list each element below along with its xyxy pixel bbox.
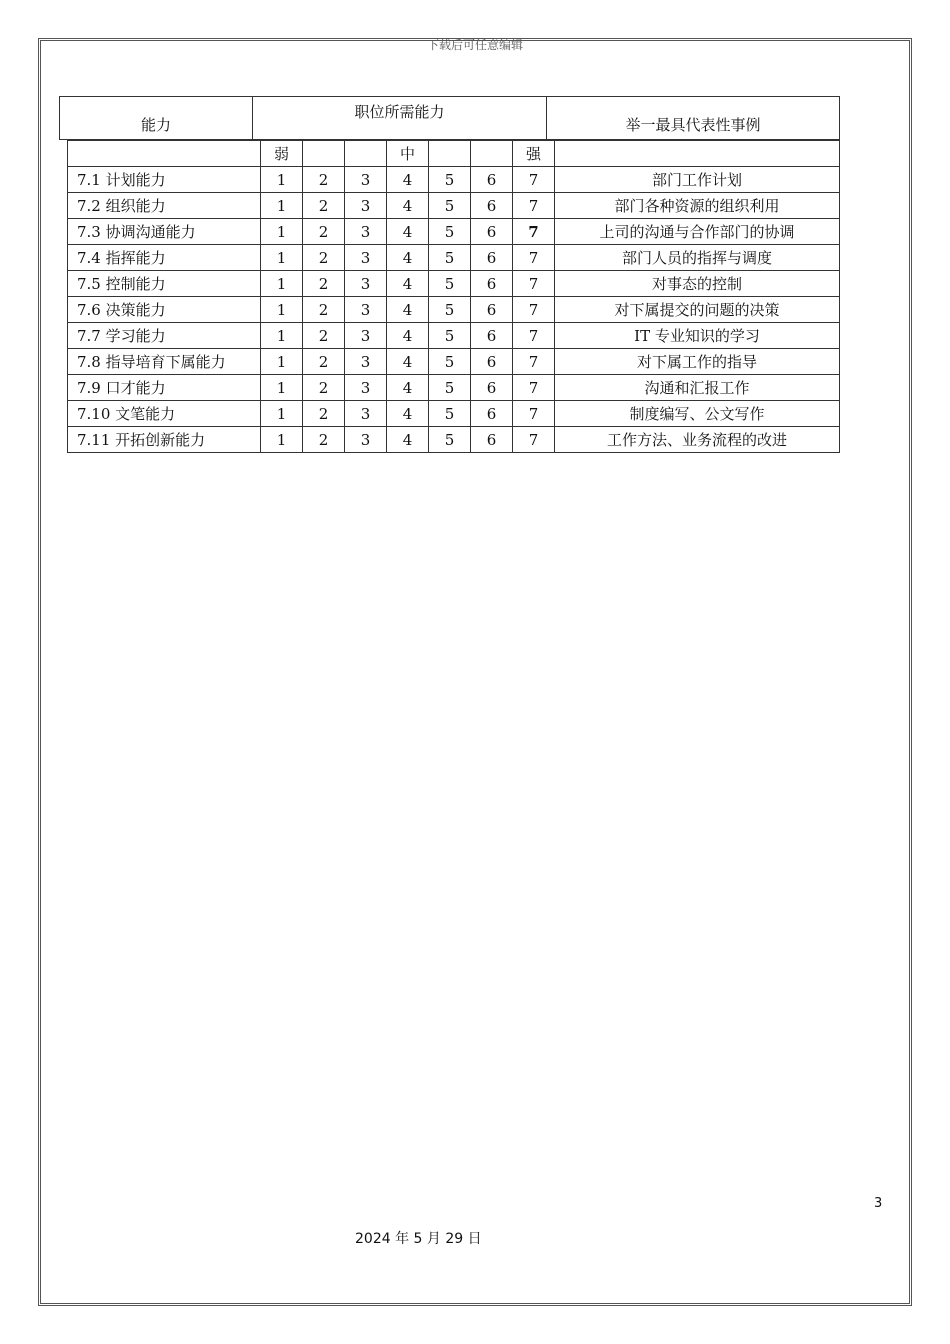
score-cell: 4	[387, 375, 429, 401]
score-cell: 4	[387, 219, 429, 245]
scale-blank-cell	[555, 141, 840, 167]
score-cell: 1	[261, 245, 303, 271]
score-cell: 2	[303, 245, 345, 271]
table-row	[68, 375, 840, 401]
example-cell: 对下属提交的问题的决策	[555, 297, 840, 323]
score-cell: 4	[387, 193, 429, 219]
table-row	[68, 401, 840, 427]
score-cell: 1	[261, 193, 303, 219]
score-cell: 1	[261, 297, 303, 323]
ability-name: 7.8 指导培育下属能力	[68, 349, 261, 375]
score-cell: 1	[261, 401, 303, 427]
score-cell: 1	[261, 271, 303, 297]
ability-name: 7.6 决策能力	[68, 297, 261, 323]
score-cell: 2	[303, 401, 345, 427]
score-cell: 1	[261, 219, 303, 245]
header-required-ability: 职位所需能力	[253, 97, 547, 140]
score-cell: 5	[429, 193, 471, 219]
score-cell: 5	[429, 427, 471, 453]
score-cell: 5	[429, 245, 471, 271]
watermark-text: 下载后可任意编辑	[426, 38, 523, 52]
score-cell: 7	[513, 271, 555, 297]
score-cell: 5	[429, 349, 471, 375]
score-cell: 4	[387, 323, 429, 349]
example-cell: 部门工作计划	[555, 167, 840, 193]
score-cell: 3	[345, 323, 387, 349]
score-cell: 4	[387, 167, 429, 193]
ability-name: 7.5 控制能力	[68, 271, 261, 297]
document-date: 2024 年 5 月 29 日	[355, 1231, 482, 1247]
scale-label	[303, 141, 345, 167]
score-cell: 3	[345, 297, 387, 323]
table-row	[68, 219, 840, 245]
score-cell: 6	[471, 375, 513, 401]
score-cell: 7	[513, 401, 555, 427]
table-row	[68, 193, 840, 219]
score-cell: 1	[261, 375, 303, 401]
header-ability: 能力	[60, 97, 253, 140]
score-cell: 6	[471, 219, 513, 245]
score-cell: 5	[429, 297, 471, 323]
ability-name: 7.4 指挥能力	[68, 245, 261, 271]
ability-name: 7.7 学习能力	[68, 323, 261, 349]
score-cell: 2	[303, 297, 345, 323]
score-cell: 5	[429, 323, 471, 349]
score-cell: 2	[303, 193, 345, 219]
score-cell: 6	[471, 167, 513, 193]
selected-score: 7	[513, 219, 555, 245]
table-row	[68, 271, 840, 297]
score-cell: 4	[387, 401, 429, 427]
score-cell: 5	[429, 271, 471, 297]
score-cell: 1	[261, 167, 303, 193]
scale-row	[68, 141, 840, 167]
score-cell: 3	[345, 271, 387, 297]
scale-label	[345, 141, 387, 167]
table-row	[68, 323, 840, 349]
scale-label	[471, 141, 513, 167]
ability-name: 7.11 开拓创新能力	[68, 427, 261, 453]
score-cell: 7	[513, 323, 555, 349]
score-cell: 7	[513, 193, 555, 219]
table-row	[68, 427, 840, 453]
table-row	[68, 349, 840, 375]
page-number: 3	[874, 1196, 883, 1211]
example-cell: 部门人员的指挥与调度	[555, 245, 840, 271]
score-cell: 6	[471, 245, 513, 271]
score-cell: 2	[303, 167, 345, 193]
example-cell: IT 专业知识的学习	[555, 323, 840, 349]
score-cell: 3	[345, 193, 387, 219]
ability-table	[67, 140, 840, 453]
score-cell: 2	[303, 323, 345, 349]
scale-label: 弱	[261, 141, 303, 167]
header-table	[59, 96, 840, 140]
score-cell: 6	[471, 193, 513, 219]
score-cell: 3	[345, 167, 387, 193]
ability-name: 7.3 协调沟通能力	[68, 219, 261, 245]
score-cell: 4	[387, 349, 429, 375]
score-cell: 7	[513, 167, 555, 193]
score-cell: 5	[429, 219, 471, 245]
score-cell: 2	[303, 349, 345, 375]
score-cell: 4	[387, 245, 429, 271]
score-cell: 7	[513, 297, 555, 323]
score-cell: 3	[345, 427, 387, 453]
table-row	[68, 245, 840, 271]
score-cell: 4	[387, 427, 429, 453]
score-cell: 6	[471, 401, 513, 427]
score-cell: 1	[261, 323, 303, 349]
score-cell: 2	[303, 219, 345, 245]
score-cell: 6	[471, 427, 513, 453]
score-cell: 5	[429, 375, 471, 401]
score-cell: 7	[513, 375, 555, 401]
ability-name: 7.9 口才能力	[68, 375, 261, 401]
score-cell: 5	[429, 167, 471, 193]
table-row	[68, 297, 840, 323]
score-cell: 6	[471, 297, 513, 323]
score-cell: 7	[513, 427, 555, 453]
example-cell: 对事态的控制	[555, 271, 840, 297]
example-cell: 制度编写、公文写作	[555, 401, 840, 427]
ability-name: 7.10 文笔能力	[68, 401, 261, 427]
score-cell: 6	[471, 323, 513, 349]
score-cell: 2	[303, 271, 345, 297]
score-cell: 3	[345, 375, 387, 401]
scale-label: 强	[513, 141, 555, 167]
score-cell: 3	[345, 349, 387, 375]
example-cell: 沟通和汇报工作	[555, 375, 840, 401]
score-cell: 2	[303, 427, 345, 453]
example-cell: 部门各种资源的组织利用	[555, 193, 840, 219]
example-cell: 工作方法、业务流程的改进	[555, 427, 840, 453]
scale-label: 中	[387, 141, 429, 167]
score-cell: 6	[471, 349, 513, 375]
score-cell: 3	[345, 219, 387, 245]
score-cell: 6	[471, 271, 513, 297]
score-cell: 3	[345, 401, 387, 427]
score-cell: 1	[261, 427, 303, 453]
table-row	[68, 167, 840, 193]
example-cell: 对下属工作的指导	[555, 349, 840, 375]
example-cell: 上司的沟通与合作部门的协调	[555, 219, 840, 245]
scale-label	[429, 141, 471, 167]
score-cell: 7	[513, 245, 555, 271]
scale-blank-cell	[68, 141, 261, 167]
score-cell: 1	[261, 349, 303, 375]
score-cell: 4	[387, 297, 429, 323]
score-cell: 5	[429, 401, 471, 427]
score-cell: 4	[387, 271, 429, 297]
ability-name: 7.1 计划能力	[68, 167, 261, 193]
header-example: 举一最具代表性事例	[547, 97, 840, 140]
ability-name: 7.2 组织能力	[68, 193, 261, 219]
score-cell: 2	[303, 375, 345, 401]
score-cell: 3	[345, 245, 387, 271]
score-cell: 7	[513, 349, 555, 375]
